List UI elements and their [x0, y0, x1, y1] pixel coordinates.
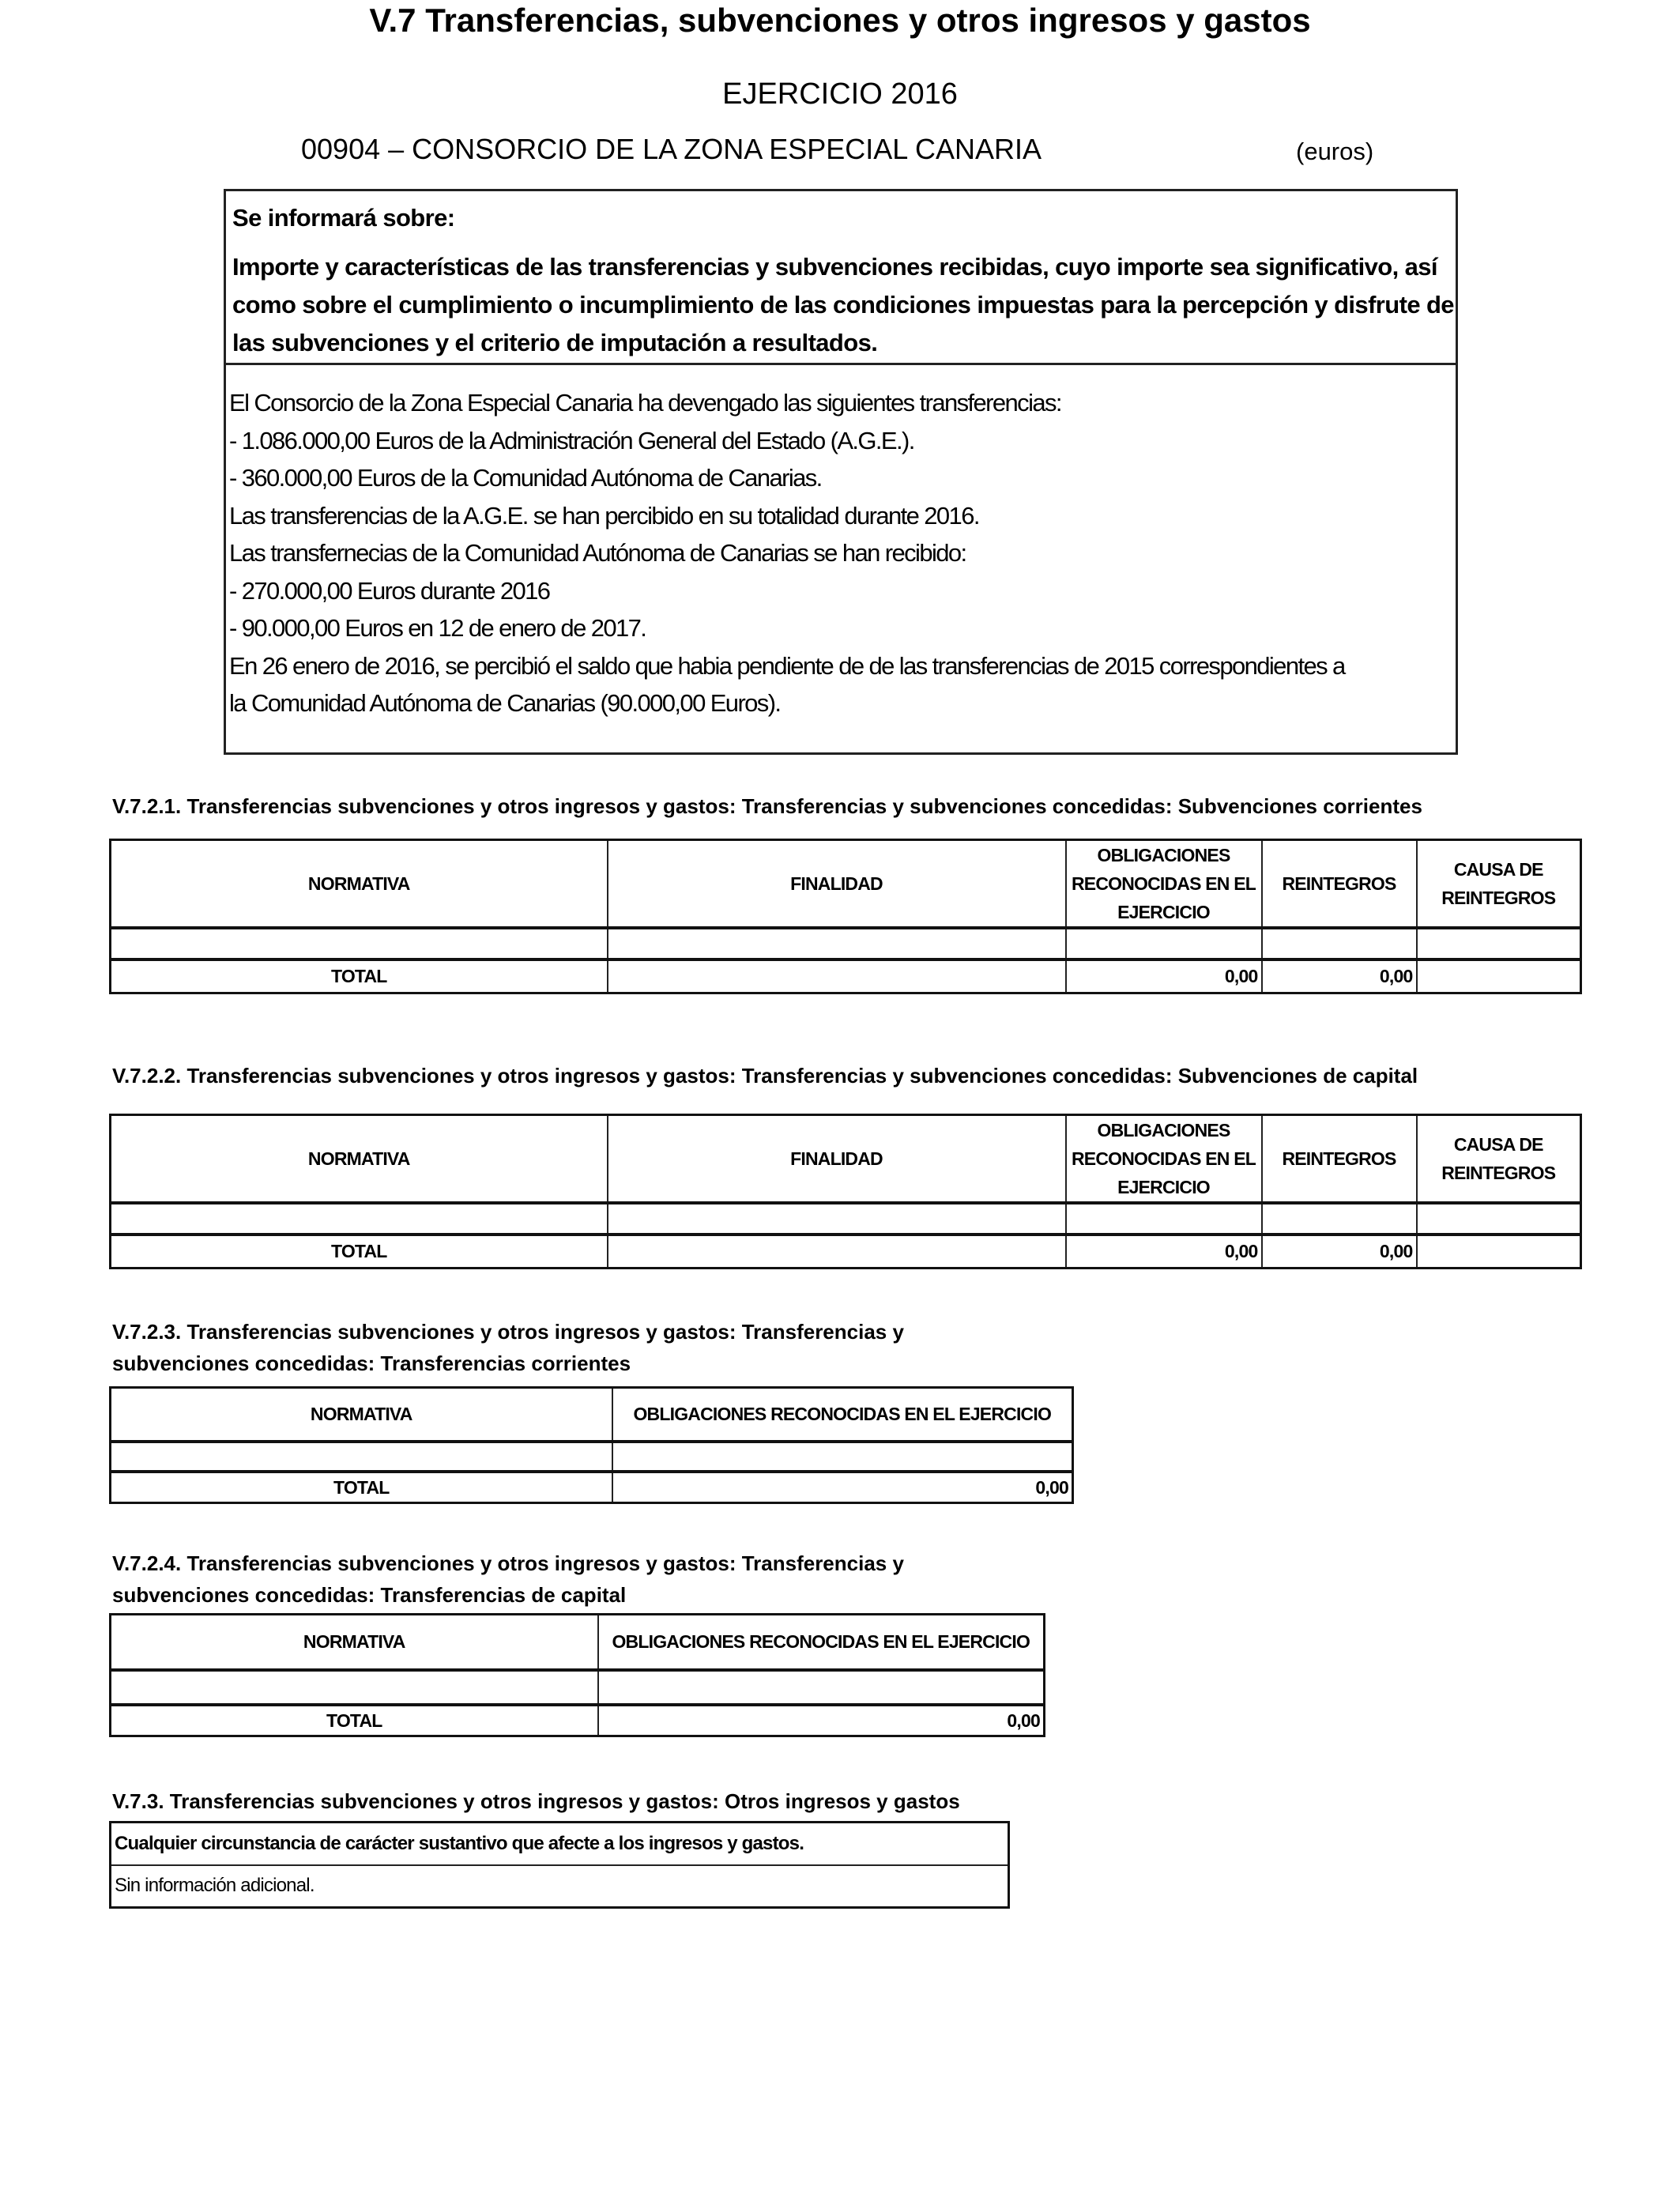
cell [598, 1670, 1045, 1705]
total-row [111, 1705, 1045, 1736]
info-line: la Comunidad Autónoma de Canarias (90.000,00 Euros). [229, 689, 781, 717]
entity-name: 00904 – CONSORCIO DE LA ZONA ESPECIAL CANARIA [301, 133, 1042, 165]
table-otros-ingresos-gastos [109, 1821, 1010, 1909]
cell [1417, 928, 1581, 959]
info-header [226, 191, 1456, 365]
cell [1417, 1203, 1581, 1235]
section-title-line: V.7.2.4. Transferencias subvenciones y otros ingresos y gastos: Transferencias y [112, 1551, 904, 1575]
header-causa: CAUSA DE REINTEGROS [1417, 840, 1581, 929]
section-title-transferencias-corrientes [112, 1316, 904, 1379]
cell [111, 1670, 598, 1705]
info-line: - 360.000,00 Euros de la Comunidad Autónoma de Canarias. [229, 464, 822, 492]
header-reintegros: REINTEGROS [1262, 840, 1417, 929]
cell [612, 1442, 1073, 1472]
table-subvenciones-capital [109, 1114, 1582, 1269]
total-row [111, 959, 1581, 993]
header-obligaciones: OBLIGACIONES RECONOCIDAS EN EL EJERCICIO [598, 1615, 1045, 1670]
total-obligaciones: 0,00 [612, 1472, 1073, 1503]
total-obligaciones: 0,00 [598, 1705, 1045, 1736]
total-row [111, 1235, 1581, 1268]
cell [1066, 1203, 1262, 1235]
cell [608, 928, 1066, 959]
info-description: Importe y características de las transferencias y subvenciones recibidas, cuyo importe sea significativo, así como sobre el cumplimiento o incumplimiento de las condiciones impuestas para la percepción y disfrute de las subvenciones y el criterio de imputación a resultados. [232, 253, 1454, 356]
cell [1066, 928, 1262, 959]
header-reintegros: REINTEGROS [1262, 1115, 1417, 1204]
table-subvenciones-corrientes [109, 839, 1582, 994]
info-box [224, 189, 1458, 755]
section-title-line: subvenciones concedidas: Transferencias corrientes [112, 1351, 631, 1375]
header-obligaciones: OBLIGACIONES RECONOCIDAS EN EL EJERCICIO [612, 1388, 1073, 1442]
section-title-line: subvenciones concedidas: Transferencias de capital [112, 1583, 627, 1607]
prompt-cell: Cualquier circunstancia de carácter sustantivo que afecte a los ingresos y gastos. [111, 1823, 1009, 1865]
fiscal-year: EJERCICIO 2016 [722, 77, 958, 111]
header-obligaciones: OBLIGACIONES RECONOCIDAS EN EL EJERCICIO [1066, 1115, 1262, 1204]
section-title-otros-ingresos-gastos: V.7.3. Transferencias subvenciones y otros ingresos y gastos: Otros ingresos y gastos [112, 1789, 960, 1813]
info-line: El Consorcio de la Zona Especial Canaria ha devengado las siguientes transferencias: [229, 389, 1061, 417]
header-normativa: NORMATIVA [111, 1615, 598, 1670]
cell [111, 928, 608, 959]
info-body [226, 365, 1456, 722]
cell [1417, 1235, 1581, 1268]
header-finalidad: FINALIDAD [608, 1115, 1066, 1204]
total-reintegros: 0,00 [1262, 959, 1417, 993]
table-transferencias-corrientes [109, 1386, 1074, 1504]
info-line: Las transferencias de la A.G.E. se han percibido en su totalidad durante 2016. [229, 501, 979, 530]
header-obligaciones: OBLIGACIONES RECONOCIDAS EN EL EJERCICIO [1066, 840, 1262, 929]
total-row [111, 1472, 1073, 1503]
section-title-subvenciones-corrientes: V.7.2.1. Transferencias subvenciones y otros ingresos y gastos: Transferencias y subvenciones concedidas: Subvenciones corrientes [112, 794, 1422, 818]
info-line: - 1.086.000,00 Euros de la Administración General del Estado (A.G.E.). [229, 426, 914, 454]
table-row [111, 928, 1581, 959]
info-line: Las transfernecias de la Comunidad Autónoma de Canarias se han recibido: [229, 539, 966, 567]
cell [608, 959, 1066, 993]
cell [608, 1235, 1066, 1268]
section-title-subvenciones-capital: V.7.2.2. Transferencias subvenciones y otros ingresos y gastos: Transferencias y subvenciones concedidas: Subvenciones de capital [112, 1064, 1418, 1088]
cell [608, 1203, 1066, 1235]
table-row [111, 1203, 1581, 1235]
table-transferencias-capital [109, 1613, 1045, 1737]
total-obligaciones: 0,00 [1066, 1235, 1262, 1268]
header-normativa: NORMATIVA [111, 840, 608, 929]
total-label: TOTAL [111, 1472, 612, 1503]
info-line: - 90.000,00 Euros en 12 de enero de 2017. [229, 614, 646, 642]
cell [1262, 928, 1417, 959]
header-finalidad: FINALIDAD [608, 840, 1066, 929]
total-label: TOTAL [111, 1705, 598, 1736]
cell [1417, 959, 1581, 993]
total-label: TOTAL [111, 1235, 608, 1268]
total-reintegros: 0,00 [1262, 1235, 1417, 1268]
info-line: En 26 enero de 2016, se percibió el saldo que habia pendiente de de las transferencias de 2015 correspondientes a [229, 651, 1345, 680]
section-title-line: V.7.2.3. Transferencias subvenciones y otros ingresos y gastos: Transferencias y [112, 1320, 904, 1344]
table-row [111, 1670, 1045, 1705]
total-obligaciones: 0,00 [1066, 959, 1262, 993]
answer-cell: Sin información adicional. [111, 1865, 1009, 1908]
units-label: (euros) [1296, 138, 1374, 165]
info-line: - 270.000,00 Euros durante 2016 [229, 576, 550, 605]
info-label: Se informará sobre: [232, 204, 455, 232]
cell [111, 1442, 612, 1472]
total-label: TOTAL [111, 959, 608, 993]
cell [111, 1203, 608, 1235]
page-title: V.7 Transferencias, subvenciones y otros ingresos y gastos [369, 2, 1311, 39]
section-title-transferencias-capital [112, 1547, 904, 1611]
header-normativa: NORMATIVA [111, 1388, 612, 1442]
header-normativa: NORMATIVA [111, 1115, 608, 1204]
cell [1262, 1203, 1417, 1235]
table-row [111, 1442, 1073, 1472]
header-causa: CAUSA DE REINTEGROS [1417, 1115, 1581, 1204]
